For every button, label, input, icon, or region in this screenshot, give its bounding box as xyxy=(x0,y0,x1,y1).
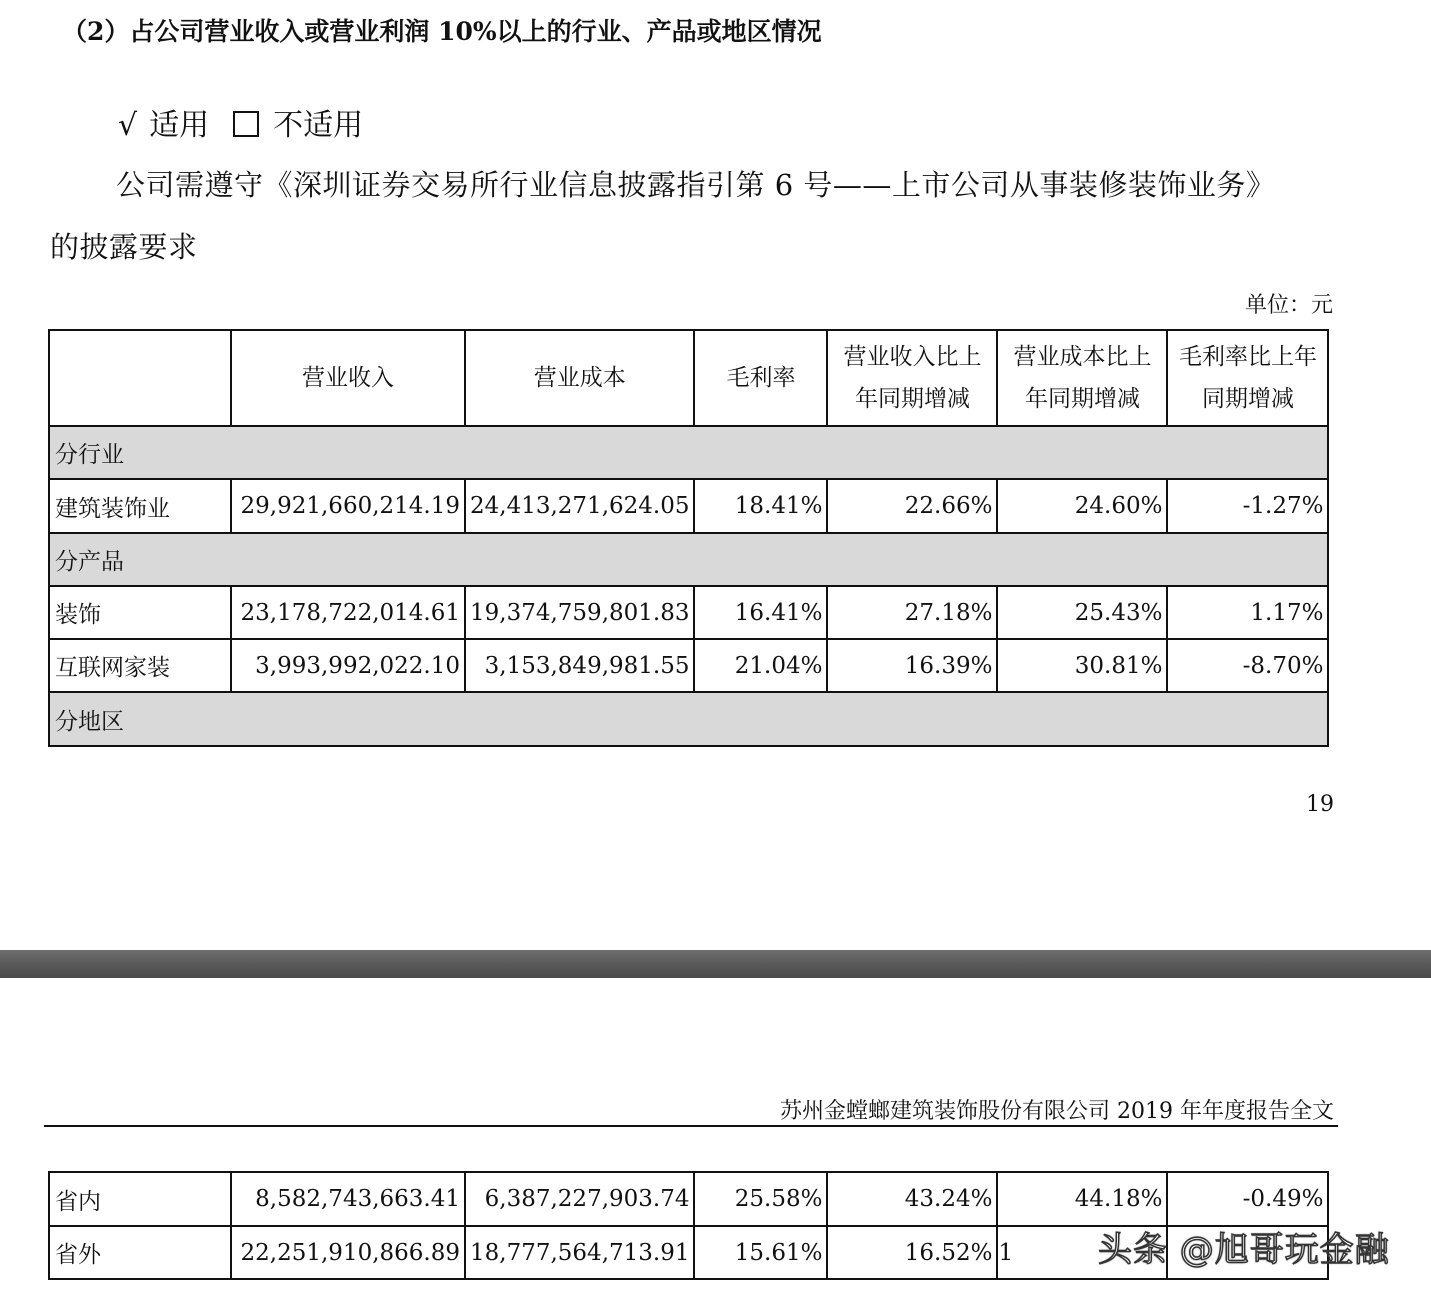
header-margin-change xyxy=(1167,330,1328,426)
header-margin-change-line1: 毛利率比上年 xyxy=(1178,344,1317,370)
cost-change-cell: 1 xyxy=(997,1226,1167,1279)
page-break-divider xyxy=(0,950,1431,978)
table-row xyxy=(49,1172,1328,1226)
revenue-cell: 8,582,743,663.41 xyxy=(231,1172,465,1226)
cost-cell: 18,777,564,713.91 xyxy=(465,1226,694,1279)
row-label: 省内 xyxy=(49,1172,231,1226)
page-number: 19 xyxy=(1306,792,1334,817)
row-label: 建筑装饰业 xyxy=(49,479,231,533)
margin-change-cell: 1.17% xyxy=(1167,586,1328,639)
report-footer-title: 苏州金螳螂建筑装饰股份有限公司 2019 年年度报告全文 xyxy=(780,1099,1334,1124)
revenue-change-cell: 22.66% xyxy=(827,479,997,533)
header-revenue: 营业收入 xyxy=(231,330,465,426)
applicable-label: 适用 xyxy=(149,108,210,143)
section-row-industry xyxy=(49,426,1328,479)
watermark: 头条 @旭哥玩金融 xyxy=(1098,1230,1390,1270)
header-cost-change-line1: 营业成本比上 xyxy=(1013,344,1152,370)
disclosure-paragraph-line1: 公司需遵守《深圳证券交易所行业信息披露指引第 6 号——上市公司从事装修装饰业务》 xyxy=(116,168,1276,202)
revenue-cell: 3,993,992,022.10 xyxy=(231,639,465,692)
margin-change-cell: -8.70% xyxy=(1167,639,1328,692)
revenue-change-cell: 16.39% xyxy=(827,639,997,692)
section-row-product xyxy=(49,533,1328,586)
header-margin-change-line2: 同期增减 xyxy=(1201,386,1294,412)
cost-change-cell: 44.18% xyxy=(997,1172,1167,1226)
empty-checkbox-icon xyxy=(233,111,259,137)
check-mark-icon: √ xyxy=(118,108,138,143)
row-label: 装饰 xyxy=(49,586,231,639)
row-label: 互联网家装 xyxy=(49,639,231,692)
header-revenue-change-line2: 年同期增减 xyxy=(854,386,970,412)
revenue-change-cell: 43.24% xyxy=(827,1172,997,1226)
section-heading: （2）占公司营业收入或营业利润 10%以上的行业、产品或地区情况 xyxy=(62,17,822,46)
header-cost-change xyxy=(997,330,1167,426)
revenue-cell: 23,178,722,014.61 xyxy=(231,586,465,639)
cost-cell: 19,374,759,801.83 xyxy=(465,586,694,639)
header-revenue-change xyxy=(827,330,997,426)
row-label: 省外 xyxy=(49,1226,231,1279)
cost-change-cell: 25.43% xyxy=(997,586,1167,639)
margin-change-cell: -1.27% xyxy=(1167,479,1328,533)
margin-change-cell: -0.49% xyxy=(1167,1172,1328,1226)
margin-cell: 15.61% xyxy=(694,1226,827,1279)
margin-cell: 16.41% xyxy=(694,586,827,639)
table-row xyxy=(49,479,1328,533)
table-row xyxy=(49,586,1328,639)
section-label: 分地区 xyxy=(49,692,1328,746)
cost-cell: 24,413,271,624.05 xyxy=(465,479,694,533)
header-cost: 营业成本 xyxy=(465,330,694,426)
disclosure-paragraph-line2: 的披露要求 xyxy=(50,230,198,264)
header-margin: 毛利率 xyxy=(694,330,827,426)
margin-cell: 18.41% xyxy=(694,479,827,533)
applicability-line xyxy=(118,100,363,144)
revenue-change-cell: 27.18% xyxy=(827,586,997,639)
table-header-row xyxy=(49,330,1328,426)
revenue-change-cell: 16.52% xyxy=(827,1226,997,1279)
table-row xyxy=(49,639,1328,692)
header-revenue-change-line1: 营业收入比上 xyxy=(843,344,982,370)
unit-label: 单位：元 xyxy=(1244,293,1333,318)
margin-cell: 21.04% xyxy=(694,639,827,692)
margin-cell: 25.58% xyxy=(694,1172,827,1226)
footer-rule xyxy=(44,1125,1338,1127)
section-row-region xyxy=(49,692,1328,746)
cost-change-cell: 24.60% xyxy=(997,479,1167,533)
header-empty xyxy=(49,330,231,426)
section-label: 分行业 xyxy=(49,426,1328,479)
cost-cell: 3,153,849,981.55 xyxy=(465,639,694,692)
header-cost-change-line2: 年同期增减 xyxy=(1024,386,1140,412)
not-applicable-label: 不适用 xyxy=(273,108,364,143)
section-label: 分产品 xyxy=(49,533,1328,586)
revenue-cell: 29,921,660,214.19 xyxy=(231,479,465,533)
revenue-cell: 22,251,910,866.89 xyxy=(231,1226,465,1279)
cost-change-cell: 30.81% xyxy=(997,639,1167,692)
revenue-breakdown-table xyxy=(48,329,1329,747)
cost-cell: 6,387,227,903.74 xyxy=(465,1172,694,1226)
